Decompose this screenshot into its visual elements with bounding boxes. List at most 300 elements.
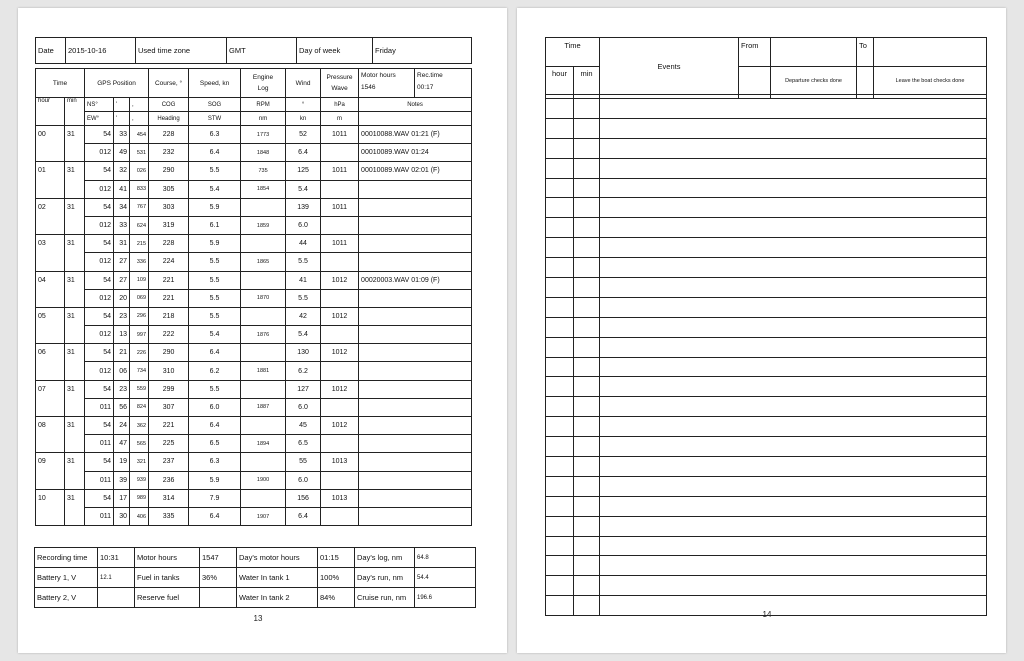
- event-hour-cell: [546, 357, 574, 377]
- heading-value: 221: [149, 289, 189, 307]
- event-text-cell: [600, 238, 987, 258]
- event-text-cell: [600, 576, 987, 596]
- note-entry: [359, 380, 472, 398]
- ew-minutes: 20: [114, 289, 130, 307]
- logbook-page-14: [517, 8, 1006, 653]
- event-text-cell: [600, 476, 987, 496]
- ew-degrees: 011: [85, 398, 114, 416]
- wind-speed: 6.0: [286, 471, 321, 489]
- event-hour-cell: [546, 516, 574, 536]
- event-min-cell: [574, 258, 600, 278]
- event-row: [546, 377, 987, 397]
- event-min-cell: [574, 118, 600, 138]
- page-number: 13: [253, 614, 263, 623]
- row-hour: 04: [36, 271, 65, 307]
- wind-speed: 5.5: [286, 289, 321, 307]
- wind-speed: 6.0: [286, 398, 321, 416]
- cog-value: 290: [149, 162, 189, 180]
- motor-hours-total-value: 1547: [200, 548, 237, 568]
- ew-degrees: 012: [85, 326, 114, 344]
- event-text-cell: [600, 496, 987, 516]
- ns-degrees: 54: [85, 489, 114, 507]
- note-entry: [359, 198, 472, 216]
- ew-fraction: 069: [130, 289, 149, 307]
- event-min-cell: [574, 317, 600, 337]
- wind-direction: 41: [286, 271, 321, 289]
- event-row: [546, 138, 987, 158]
- events-table: [545, 37, 987, 616]
- row-min: 31: [65, 307, 85, 343]
- ew-minutes: 49: [114, 144, 130, 162]
- event-row: [546, 417, 987, 437]
- departure-checkbox: [739, 67, 771, 95]
- cog-value: 228: [149, 126, 189, 144]
- wind-direction: 125: [286, 162, 321, 180]
- ns-fraction: 215: [130, 235, 149, 253]
- cog-value: 314: [149, 489, 189, 507]
- sog-value: 5.5: [189, 307, 241, 325]
- ew-fraction: 997: [130, 326, 149, 344]
- stw-value: 6.4: [189, 144, 241, 162]
- row-min: 31: [65, 417, 85, 453]
- rpm-value: [241, 417, 286, 435]
- event-row: [546, 496, 987, 516]
- sog-value: 6.3: [189, 453, 241, 471]
- fuel-label: Fuel in tanks: [135, 568, 200, 588]
- row-hour: 02: [36, 198, 65, 234]
- sog-value: 5.5: [189, 380, 241, 398]
- recording-time-label: Recording time: [35, 548, 98, 568]
- ew-fraction: 939: [130, 471, 149, 489]
- pressure-value: 1011: [321, 126, 359, 144]
- event-hour-cell: [546, 397, 574, 417]
- event-min-cell: [574, 397, 600, 417]
- sog-value: 5.5: [189, 271, 241, 289]
- log-header: Log: [257, 85, 269, 92]
- motor-hours-total-label: Motor hours: [135, 548, 200, 568]
- sog-header: SOG: [189, 98, 241, 112]
- water-tank2-label: Water In tank 2: [237, 588, 318, 608]
- rpm-value: [241, 307, 286, 325]
- ns-minutes: 33: [114, 126, 130, 144]
- pressure-value: 1012: [321, 417, 359, 435]
- rpm-value: [241, 453, 286, 471]
- event-hour-cell: [546, 556, 574, 576]
- ew-degrees: 012: [85, 180, 114, 198]
- ns-minutes: 31: [114, 235, 130, 253]
- wave-value: [321, 507, 359, 525]
- note-entry: 00010089.WAV 02:01 (F): [359, 162, 472, 180]
- note-entry: 00010089.WAV 01:24: [359, 144, 472, 162]
- event-hour-cell: [546, 238, 574, 258]
- event-hour-cell: [546, 258, 574, 278]
- row-min: 31: [65, 198, 85, 234]
- event-row: [546, 437, 987, 457]
- ns-header: NS°: [85, 98, 114, 112]
- log-row-primary: [36, 489, 472, 507]
- wind-speed: 6.4: [286, 507, 321, 525]
- event-min-cell: [574, 238, 600, 258]
- row-min: 31: [65, 344, 85, 380]
- kn-header: kn: [286, 112, 321, 126]
- departure-checks-label: Departure checks done: [771, 67, 857, 95]
- row-min: 31: [65, 235, 85, 271]
- event-min-cell: [574, 417, 600, 437]
- battery2-label: Battery 2, V: [35, 588, 98, 608]
- log-value: 1900: [241, 471, 286, 489]
- event-text-cell: [600, 417, 987, 437]
- note-entry: [359, 507, 472, 525]
- log-row-secondary: [36, 144, 472, 162]
- ew-fraction: 624: [130, 216, 149, 234]
- event-text-cell: [600, 99, 987, 119]
- log-row-secondary: [36, 362, 472, 380]
- event-min-cell: [574, 596, 600, 616]
- event-row: [546, 178, 987, 198]
- log-row-secondary: [36, 435, 472, 453]
- event-text-cell: [600, 218, 987, 238]
- time-header: Time: [36, 69, 85, 98]
- pressure-value: 1011: [321, 162, 359, 180]
- pressure-header: Pressure: [326, 74, 353, 81]
- ns-minutes: 24: [114, 417, 130, 435]
- hour-header: hour: [36, 98, 65, 126]
- date-label: Date: [36, 38, 66, 64]
- row-hour: 10: [36, 489, 65, 525]
- rpm-value: [241, 344, 286, 362]
- rec-time-cell: [415, 69, 472, 98]
- wave-value: [321, 289, 359, 307]
- row-min: 31: [65, 380, 85, 416]
- ns-minutes-header: ': [114, 98, 130, 112]
- event-row: [546, 536, 987, 556]
- event-row: [546, 278, 987, 298]
- row-min: 31: [65, 489, 85, 525]
- wave-value: [321, 398, 359, 416]
- wind-direction: 44: [286, 235, 321, 253]
- ew-degrees: 011: [85, 507, 114, 525]
- ew-minutes: 41: [114, 180, 130, 198]
- ns-degrees: 54: [85, 453, 114, 471]
- event-min-cell: [574, 337, 600, 357]
- event-text-cell: [600, 377, 987, 397]
- event-min-cell: [574, 556, 600, 576]
- event-hour-cell: [546, 457, 574, 477]
- ns-minutes: 17: [114, 489, 130, 507]
- log-body: [36, 126, 472, 526]
- ew-minutes-header: ': [114, 112, 130, 126]
- event-text-cell: [600, 258, 987, 278]
- event-text-cell: [600, 178, 987, 198]
- event-row: [546, 457, 987, 477]
- log-value: 1894: [241, 435, 286, 453]
- event-min-cell: [574, 218, 600, 238]
- wind-speed: 6.4: [286, 144, 321, 162]
- ns-degrees: 54: [85, 380, 114, 398]
- note-entry: [359, 216, 472, 234]
- stw-value: 5.4: [189, 326, 241, 344]
- ns-fraction: 559: [130, 380, 149, 398]
- ew-minutes: 39: [114, 471, 130, 489]
- event-row: [546, 218, 987, 238]
- log-row-primary: [36, 235, 472, 253]
- wave-value: [321, 180, 359, 198]
- events-min-header: min: [574, 67, 600, 95]
- note-entry: [359, 307, 472, 325]
- speed-header: Speed, kn: [189, 69, 241, 98]
- rpm-value: [241, 489, 286, 507]
- reserve-fuel-value: [200, 588, 237, 608]
- log-value: 1854: [241, 180, 286, 198]
- log-row-secondary: [36, 507, 472, 525]
- ew-fraction: 824: [130, 398, 149, 416]
- ns-minutes: 23: [114, 380, 130, 398]
- stw-value: 5.4: [189, 180, 241, 198]
- event-hour-cell: [546, 496, 574, 516]
- event-min-cell: [574, 357, 600, 377]
- wave-value: [321, 253, 359, 271]
- event-text-cell: [600, 357, 987, 377]
- event-min-cell: [574, 198, 600, 218]
- event-hour-cell: [546, 437, 574, 457]
- event-row: [546, 576, 987, 596]
- from-label: From: [739, 38, 771, 67]
- event-text-cell: [600, 596, 987, 616]
- note-entry: [359, 398, 472, 416]
- note-entry: [359, 344, 472, 362]
- fuel-value: 36%: [200, 568, 237, 588]
- log-row-secondary: [36, 180, 472, 198]
- ew-fraction: 336: [130, 253, 149, 271]
- heading-header: Heading: [149, 112, 189, 126]
- ew-fraction: 565: [130, 435, 149, 453]
- ns-minutes: 32: [114, 162, 130, 180]
- stw-value: 5.9: [189, 471, 241, 489]
- log-value: 1887: [241, 398, 286, 416]
- event-hour-cell: [546, 536, 574, 556]
- event-min-cell: [574, 457, 600, 477]
- ns-minutes: 34: [114, 198, 130, 216]
- ew-minutes: 27: [114, 253, 130, 271]
- event-hour-cell: [546, 198, 574, 218]
- cog-value: 237: [149, 453, 189, 471]
- log-row-secondary: [36, 398, 472, 416]
- event-min-cell: [574, 138, 600, 158]
- stw-value: 6.5: [189, 435, 241, 453]
- note-entry: [359, 453, 472, 471]
- rpm-value: 735: [241, 162, 286, 180]
- log-row-secondary: [36, 289, 472, 307]
- ew-fraction: 734: [130, 362, 149, 380]
- sog-value: 5.9: [189, 198, 241, 216]
- log-row-primary: [36, 126, 472, 144]
- pressure-value: 1012: [321, 380, 359, 398]
- event-hour-cell: [546, 218, 574, 238]
- stw-value: 6.0: [189, 398, 241, 416]
- note-entry: 00020003.WAV 01:09 (F): [359, 271, 472, 289]
- ns-minutes: 21: [114, 344, 130, 362]
- course-header: Course, °: [149, 69, 189, 98]
- log-value: 1907: [241, 507, 286, 525]
- cog-value: 290: [149, 344, 189, 362]
- log-row-primary: [36, 380, 472, 398]
- ns-fraction: 296: [130, 307, 149, 325]
- days-log-value: 64.8: [415, 548, 476, 568]
- wind-direction: 127: [286, 380, 321, 398]
- event-text-cell: [600, 536, 987, 556]
- timezone-value: GMT: [227, 38, 297, 64]
- row-hour: 09: [36, 453, 65, 489]
- ns-minutes: 27: [114, 271, 130, 289]
- logbook-page-13: [18, 8, 507, 653]
- cog-header: COG: [149, 98, 189, 112]
- log-row-secondary: [36, 326, 472, 344]
- stw-value: 5.5: [189, 253, 241, 271]
- log-value: 1865: [241, 253, 286, 271]
- wind-direction: 139: [286, 198, 321, 216]
- sog-value: 6.4: [189, 417, 241, 435]
- log-row-secondary: [36, 253, 472, 271]
- pressure-value: 1013: [321, 489, 359, 507]
- wind-speed: 6.5: [286, 435, 321, 453]
- event-text-cell: [600, 437, 987, 457]
- ns-fraction: 026: [130, 162, 149, 180]
- event-row: [546, 99, 987, 119]
- event-min-cell: [574, 476, 600, 496]
- ew-minutes: 13: [114, 326, 130, 344]
- notes-header: Notes: [359, 98, 472, 112]
- log-row-primary: [36, 453, 472, 471]
- ew-degrees: 012: [85, 289, 114, 307]
- pressure-value: 1013: [321, 453, 359, 471]
- event-row: [546, 118, 987, 138]
- event-hour-cell: [546, 337, 574, 357]
- to-label: To: [857, 38, 874, 67]
- note-entry: [359, 180, 472, 198]
- ns-degrees: 54: [85, 344, 114, 362]
- event-row: [546, 258, 987, 278]
- stw-value: 6.1: [189, 216, 241, 234]
- wind-direction: 45: [286, 417, 321, 435]
- wind-speed: 6.0: [286, 216, 321, 234]
- ew-header: EW°: [85, 112, 114, 126]
- pressure-wave-header: [321, 69, 359, 98]
- pressure-value: 1012: [321, 344, 359, 362]
- log-row-primary: [36, 198, 472, 216]
- wind-dir-header: °: [286, 98, 321, 112]
- rpm-value: [241, 235, 286, 253]
- days-run-value: 54.4: [415, 568, 476, 588]
- cruise-run-label: Cruise run, nm: [355, 588, 415, 608]
- heading-value: 335: [149, 507, 189, 525]
- row-hour: 07: [36, 380, 65, 416]
- ns-fraction-header: ,: [130, 98, 149, 112]
- heading-value: 307: [149, 398, 189, 416]
- event-row: [546, 317, 987, 337]
- heading-value: 319: [149, 216, 189, 234]
- rec-time-label: Rec.time: [417, 72, 443, 79]
- ew-degrees: 012: [85, 362, 114, 380]
- heading-value: 310: [149, 362, 189, 380]
- ew-minutes: 56: [114, 398, 130, 416]
- event-min-cell: [574, 536, 600, 556]
- heading-value: 232: [149, 144, 189, 162]
- event-hour-cell: [546, 158, 574, 178]
- timezone-label: Used time zone: [136, 38, 227, 64]
- ns-degrees: 54: [85, 198, 114, 216]
- header-info-table: [35, 37, 472, 64]
- battery1-value: 12.1: [98, 568, 135, 588]
- notes-subheader: [359, 112, 472, 126]
- nm-header: nm: [241, 112, 286, 126]
- heading-value: 236: [149, 471, 189, 489]
- log-row-secondary: [36, 216, 472, 234]
- pressure-value: 1011: [321, 235, 359, 253]
- wave-value: [321, 471, 359, 489]
- to-value: [874, 38, 987, 67]
- note-entry: [359, 253, 472, 271]
- motor-hours-label: Motor hours: [361, 72, 396, 79]
- heading-value: 305: [149, 180, 189, 198]
- cog-value: 221: [149, 271, 189, 289]
- row-min: 31: [65, 453, 85, 489]
- rpm-header: RPM: [241, 98, 286, 112]
- row-min: 31: [65, 271, 85, 307]
- wind-speed: 5.5: [286, 253, 321, 271]
- row-hour: 00: [36, 126, 65, 162]
- ew-fraction: 406: [130, 507, 149, 525]
- events-body: [546, 95, 987, 616]
- wave-value: [321, 362, 359, 380]
- event-min-cell: [574, 576, 600, 596]
- wind-direction: 55: [286, 453, 321, 471]
- rpm-value: [241, 198, 286, 216]
- ns-fraction: 454: [130, 126, 149, 144]
- event-text-cell: [600, 138, 987, 158]
- cog-value: 218: [149, 307, 189, 325]
- note-entry: [359, 289, 472, 307]
- ns-minutes: 23: [114, 307, 130, 325]
- rpm-value: [241, 380, 286, 398]
- event-hour-cell: [546, 278, 574, 298]
- motor-hours-value: 1546: [361, 84, 376, 91]
- rpm-value: 1773: [241, 126, 286, 144]
- event-min-cell: [574, 516, 600, 536]
- event-hour-cell: [546, 178, 574, 198]
- day-of-week-label: Day of week: [297, 38, 373, 64]
- event-row: [546, 357, 987, 377]
- battery1-label: Battery 1, V: [35, 568, 98, 588]
- sog-value: 5.5: [189, 162, 241, 180]
- wind-direction: 52: [286, 126, 321, 144]
- event-hour-cell: [546, 118, 574, 138]
- leave-checkbox: [857, 67, 874, 95]
- from-value: [771, 38, 857, 67]
- events-time-header: Time: [546, 38, 600, 67]
- row-hour: 05: [36, 307, 65, 343]
- heading-value: 224: [149, 253, 189, 271]
- log-row-primary: [36, 344, 472, 362]
- cog-value: 299: [149, 380, 189, 398]
- note-entry: [359, 235, 472, 253]
- wind-speed: 5.4: [286, 180, 321, 198]
- event-hour-cell: [546, 576, 574, 596]
- log-value: 1881: [241, 362, 286, 380]
- day-of-week-value: Friday: [373, 38, 472, 64]
- rpm-value: [241, 271, 286, 289]
- rec-time-value: 00:17: [417, 84, 434, 91]
- row-min: 31: [65, 126, 85, 162]
